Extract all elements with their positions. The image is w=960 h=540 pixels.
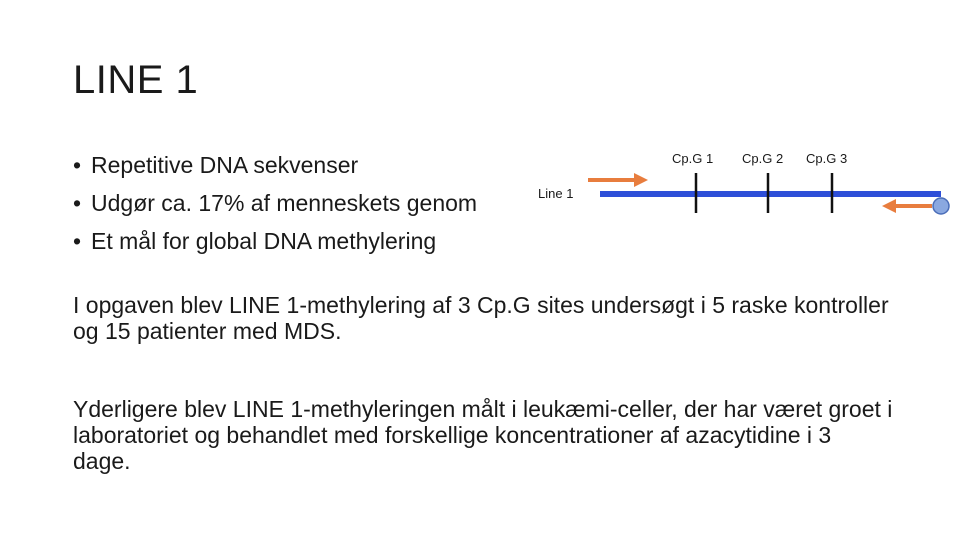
- forward-primer-arrow: [588, 173, 648, 187]
- cpg-site-3-label: Cp.G 3: [806, 151, 848, 166]
- bullet-item: • Udgør ca. 17% af menneskets genom: [73, 184, 477, 222]
- line1-label: Line 1: [538, 186, 574, 201]
- paragraph-study-description: I opgaven blev LINE 1-methylering af 3 Cp.G sites undersøgt i 5 raske kontroller og 15 patienter med MDS.: [73, 292, 889, 344]
- bullet-list: [73, 146, 477, 260]
- bullet-item: • Repetitive DNA sekvenser: [73, 146, 477, 184]
- bullet-item: • Et mål for global DNA methylering: [73, 222, 477, 260]
- slide-title: LINE 1: [73, 58, 199, 102]
- cpg-site-1-label: Cp.G 1: [672, 151, 714, 166]
- reverse-primer-arrow: [882, 199, 932, 213]
- strand-end-circle: [933, 198, 949, 214]
- cpg-site-2-label: Cp.G 2: [742, 151, 784, 166]
- paragraph-cell-experiment: Yderligere blev LINE 1-methyleringen målt i leukæmi-celler, der har været groet i laboratoriet og behandlet med forskellige koncentrationer af azacytidine i 3 dage.: [73, 396, 893, 474]
- line1-diagram: [530, 140, 960, 230]
